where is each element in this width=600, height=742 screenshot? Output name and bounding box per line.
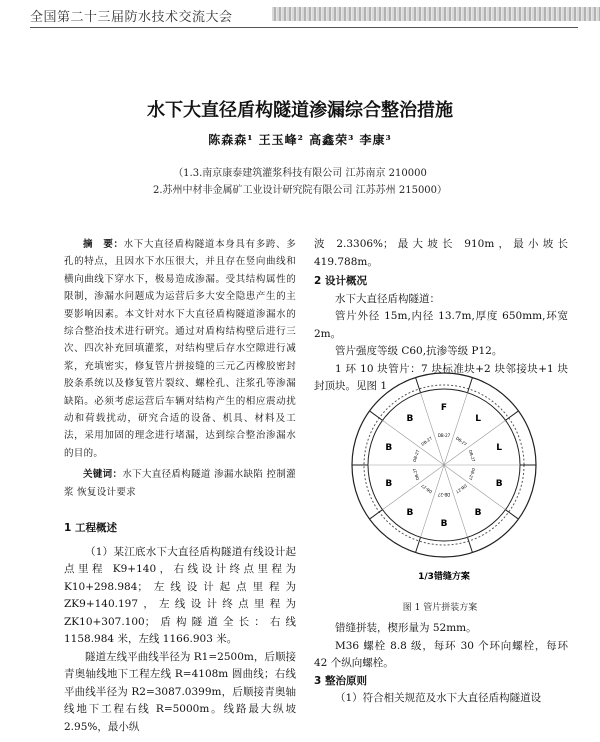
affiliation-1: （1.3.南京康泰建筑灌浆科技有限公司 江苏南京 210000 bbox=[173, 168, 427, 179]
design-line-4: 1 环 10 块管片：7 块标准块+2 块邻接块+1 块封顶块。见图 1 bbox=[314, 362, 568, 392]
segment-block-label: B bbox=[495, 478, 503, 489]
section-1-paragraph-1: （1）某江底水下大直径盾构隧道有线设计起点里程 K9+140，右线设计终点里程为 K10+298.984；左线设计起点里程为 ZK9+140.197，左线设计终点里程为 ZK10+307.100；盾构隧道全长：右线 1158.984 米，左线 1166.903 米。 bbox=[64, 545, 296, 645]
header-decoration bbox=[272, 7, 600, 21]
journal-header bbox=[0, 0, 600, 34]
segment-ring-diagram bbox=[314, 365, 566, 587]
segment-block-label: F bbox=[440, 403, 448, 413]
figure-1-caption: 图 1 管片拼装方案 bbox=[402, 603, 478, 613]
abstract-label: 摘 要： bbox=[83, 239, 124, 250]
section-1 bbox=[64, 520, 296, 736]
segment-tag-label: DB-27 bbox=[437, 433, 451, 438]
paper-authors: 陈森森¹ 王玉峰² 高鑫荣³ 李康³ bbox=[208, 133, 392, 147]
keywords-label: 关键词： bbox=[83, 469, 123, 481]
journal-name: 全国第二十三届防水技术交流大会 bbox=[30, 10, 233, 25]
segment-tag-label: DB-27 bbox=[454, 483, 468, 495]
segment-block-label: B bbox=[440, 519, 448, 529]
slope-continuation: 波 2.3306%；最大坡长 910m，最小坡长 419.788m。 bbox=[314, 238, 568, 268]
segment-block-label: B bbox=[406, 414, 414, 425]
keywords-text: 水下大直径盾构隧道 渗漏水缺陷 控制灌浆 恢复设计要求 bbox=[64, 469, 296, 498]
design-line-3: 管片强度等级 C60,抗渗等级 P12。 bbox=[335, 345, 503, 357]
segment-joint bbox=[370, 411, 383, 420]
affiliation-2: 2.苏州中材非金属矿工业设计研究院有限公司 江苏苏州 215000） bbox=[152, 185, 448, 196]
segment-block-label: B bbox=[385, 443, 393, 454]
design-line-2: 管片外径 15m,内径 13.7m,厚度 650mm,环宽 2m。 bbox=[314, 310, 568, 340]
section-3-heading: 3 整治原则 bbox=[314, 674, 367, 687]
segment-tag-label: DB-27 bbox=[411, 449, 421, 463]
segment-tag-label: DB-27 bbox=[437, 492, 451, 497]
segment-joint bbox=[370, 510, 383, 519]
section-1-paragraph-2: 隧道左线平曲线半径为 R1=2500m，后顺接青奥轴线地下工程左线 R=4108m 圆曲线；右线平曲线半径为 R2=3087.0399m，后顺接青奥轴线地下工程右线 R=5000m。线路最大纵坡 2.95%，最小纵 bbox=[64, 650, 296, 733]
right-column-bottom bbox=[314, 620, 568, 708]
principle-line-1: （1）符合相关规范及水下大直径盾构隧道设 bbox=[335, 692, 542, 704]
segment-tag-label: DB-27 bbox=[467, 449, 477, 463]
bolt-line bbox=[444, 465, 467, 537]
header-rule bbox=[30, 27, 578, 28]
segment-tag-label: DB-27 bbox=[420, 483, 434, 495]
segment-block-label: B bbox=[385, 478, 393, 489]
segment-block-label: B bbox=[406, 507, 414, 518]
segment-tag-label: DB-27 bbox=[467, 467, 477, 481]
segment-block-label: L bbox=[496, 443, 503, 454]
plan-label: 1/3错缝方案 bbox=[418, 572, 470, 582]
design-line-1: 水下大直径盾构隧道： bbox=[335, 292, 440, 305]
abstract-block bbox=[64, 236, 296, 501]
abstract-text: 水下大直径盾构隧道本身具有多跨、多孔的特点，且因水下水压很大，并且存在竖向曲线和横向曲线下穿水下，极易造成渗漏。受其结构属性的限制，渗漏水问题成为运营后多大安全隐患产生的主要影响因素。本文针对水下大直径盾构隧道渗漏水的综合整治技术进行研究。通过对盾构结构壁后进行三次、四次补充回填灌浆，对结构壁后存水空隙进行减浆，充填密实，修复管片拼接缝的三元乙丙橡胶密封胶条系统以及修复管片裂纹、螺栓孔、注浆孔等渗漏缺陷。必须考虑运营后车辆对结构产生的相应震动扰动和荷载扰动，研究合适的设备、机具、材料及工法，采用加固的理念进行堵漏，达到综合整治渗漏水的目的。 bbox=[64, 239, 296, 459]
segment-block-label: L bbox=[475, 414, 481, 425]
segment-tag-label: DB-27 bbox=[420, 435, 434, 447]
segment-block-label: B bbox=[474, 507, 482, 518]
bolt-line bbox=[444, 393, 467, 465]
segment-joint bbox=[416, 378, 421, 393]
design-line-6: M36 螺栓 8.8 级，每环 30 个环向螺栓，每环 42 个纵向螺栓。 bbox=[314, 639, 568, 669]
design-line-5: 错缝拼装，楔形量为 52mm。 bbox=[335, 622, 477, 634]
segment-tag-label: DB-27 bbox=[454, 435, 468, 447]
segment-tag-label: DB-27 bbox=[411, 467, 421, 481]
paper-title: 水下大直径盾构隧道渗漏综合整治措施 bbox=[147, 100, 453, 121]
section-2-heading: 2 设计概况 bbox=[314, 275, 367, 287]
section-1-heading: 1 工程概述 bbox=[64, 522, 117, 534]
